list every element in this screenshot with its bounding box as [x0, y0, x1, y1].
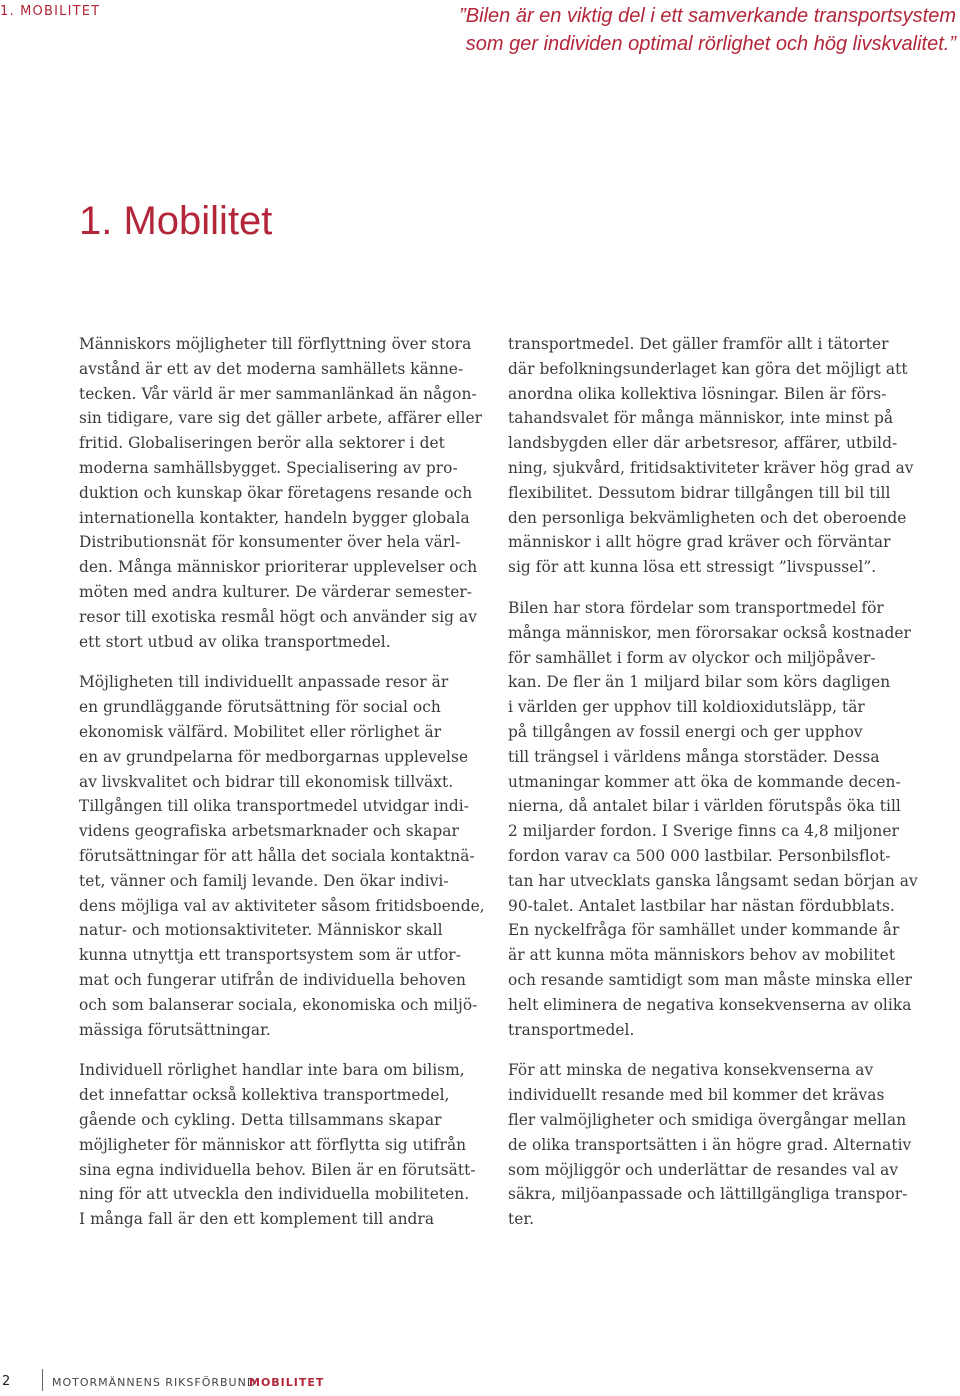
- text-line: sin tidigare, vare sig det gäller arbete, affärer eller: [79, 409, 483, 428]
- text-line: där befolkningsunderlaget kan göra det möjligt att: [508, 359, 908, 378]
- text-line: videns geografiska arbetsmarknader och skapar: [79, 822, 459, 841]
- text-line: som möjliggör och underlättar de resandes val av: [508, 1160, 899, 1179]
- pull-quote: [436, 2, 956, 58]
- text-line: i världen ger upphov till koldioxidutsläpp, tär: [508, 698, 865, 717]
- chapter-title: 1. Mobilitet: [79, 199, 273, 243]
- text-line: 2 miljarder fordon. I Sverige finns ca 4,8 miljoner: [508, 822, 899, 841]
- text-line: duktion och kunskap ökar företagens resande och: [79, 483, 473, 502]
- body-paragraph: [508, 332, 914, 580]
- text-line: mässiga förutsättningar.: [79, 1020, 271, 1039]
- text-line: säkra, miljöanpassade och lättillgängliga transpor-: [508, 1185, 908, 1204]
- text-line: en av grundpelarna för medborgarnas upplevelse: [79, 747, 469, 766]
- page-footer: [0, 1366, 960, 1396]
- text-line: tahandsvalet för många människor, inte minst på: [508, 409, 894, 428]
- body-paragraph: [79, 670, 485, 1042]
- text-line: Distributionsnät för konsumenter över hela värl-: [79, 533, 461, 552]
- text-line: möten med andra kulturer. De värderar semester-: [79, 582, 473, 601]
- text-line: en grundläggande förutsättning för social och: [79, 698, 441, 717]
- text-line: sina egna individuella behov. Bilen är en förutsätt-: [79, 1160, 476, 1179]
- page-number: 2: [2, 1374, 11, 1389]
- text-line: dens möjliga val av aktiviteter såsom fritidsboende,: [79, 896, 485, 915]
- footer-section: MOBILITET: [249, 1376, 325, 1389]
- text-line: Bilen har stora fördelar som transportmedel för: [508, 598, 884, 617]
- text-line: på tillgången av fossil energi och ger upphov: [508, 722, 863, 741]
- text-line: är att kunna möta människors behov av mobilitet: [508, 946, 896, 965]
- running-header-title: 1. MOBILITET: [0, 4, 101, 19]
- text-line: gående och cykling. Detta tillsammans skapar: [79, 1110, 442, 1129]
- text-line: individuellt resande med bil kommer det krävas: [508, 1086, 885, 1105]
- text-line: transportmedel. Det gäller framför allt i tätorter: [508, 335, 889, 353]
- text-line: till trängsel i världens många storstäder. Dessa: [508, 747, 880, 766]
- text-line: det innefattar också kollektiva transportmedel,: [79, 1086, 450, 1105]
- text-line: ning för att utveckla den individuella mobiliteten.: [79, 1185, 470, 1204]
- text-line: En nyckelfråga för samhället under kommande år: [508, 921, 900, 940]
- text-line: avstånd är ett av det moderna samhällets känne-: [79, 359, 464, 378]
- text-line: ekonomisk välfärd. Mobilitet eller rörlighet är: [79, 722, 442, 741]
- text-line: För att minska de negativa konsekvenserna av: [508, 1061, 874, 1080]
- body-paragraph: [508, 596, 918, 1042]
- text-line: ning, sjukvård, fritidsaktiviteter kräver hög grad av: [508, 458, 914, 477]
- text-line: kan. De fler än 1 miljard bilar som körs dagligen: [508, 673, 891, 692]
- text-line: de olika transportsätten i än högre grad. Alternativ: [508, 1135, 912, 1154]
- text-line: transportmedel.: [508, 1020, 635, 1039]
- text-line: ett stort utbud av olika transportmedel.: [79, 632, 391, 651]
- text-line: nierna, då antalet bilar i världen förutspås öka till: [508, 797, 901, 816]
- text-line: förutsättningar för att hålla det sociala kontaktnä-: [79, 846, 475, 865]
- text-line: fordon varav ca 500 000 lastbilar. Personbilsflot-: [508, 846, 891, 865]
- text-line: kunna utnyttja ett transportsystem som är utfor-: [79, 946, 461, 965]
- text-line: Möjligheten till individuellt anpassade resor är: [79, 673, 449, 692]
- text-line: många människor, men förorsakar också kostnader: [508, 623, 911, 642]
- text-line: resor till exotiska resmål högt och använder sig av: [79, 607, 477, 626]
- text-line: fler valmöjligheter och smidiga övergångar mellan: [508, 1110, 907, 1129]
- text-line: den personliga bekvämligheten och det oberoende: [508, 508, 907, 527]
- text-line: anordna olika kollektiva lösningar. Bilen är förs-: [508, 384, 887, 403]
- text-line: och som balanserar sociala, ekonomiska och miljö-: [79, 995, 478, 1014]
- text-line: moderna samhällsbygget. Specialisering av pro-: [79, 458, 458, 477]
- text-line: människor i allt högre grad kräver och förväntar: [508, 533, 891, 552]
- text-line: tet, vänner och familj levande. Den ökar indivi-: [79, 871, 449, 890]
- text-line: natur- och motionsaktiviteter. Människor skall: [79, 921, 443, 940]
- text-line: landsbygden eller där arbetsresor, affärer, utbild-: [508, 434, 898, 453]
- text-line: Tillgången till olika transportmedel utvidgar indi-: [79, 797, 469, 816]
- text-line: flexibilitet. Dessutom bidrar tillgången till bil till: [508, 483, 891, 502]
- text-line: av livskvalitet och bidrar till ekonomisk tillväxt.: [79, 772, 454, 791]
- text-line: I många fall är den ett komplement till andra: [79, 1210, 435, 1229]
- pull-quote-line: ”Bilen är en viktig del i ett samverkande transportsystem: [459, 5, 956, 27]
- text-line: Människors möjligheter till förflyttning över stora: [79, 335, 472, 353]
- text-line: mat och fungerar utifrån de individuella behoven: [79, 970, 466, 989]
- body-paragraph: [508, 1058, 912, 1232]
- text-line: helt eliminera de negativa konsekvenserna av olika: [508, 995, 912, 1014]
- text-line: tecken. Vår värld är mer sammanlänkad än någon-: [79, 384, 477, 403]
- text-line: sig för att kunna lösa ett stressigt ”livspussel”.: [508, 558, 877, 577]
- text-line: internationella kontakter, handeln bygger globala: [79, 508, 470, 527]
- footer-publisher: MOTORMÄNNENS RIKSFÖRBUND: [52, 1376, 257, 1389]
- text-line: Individuell rörlighet handlar inte bara om bilism,: [79, 1061, 465, 1080]
- text-line: och resande samtidigt som man måste minska eller: [508, 970, 913, 989]
- right-column: [508, 332, 918, 1248]
- text-line: fritid. Globaliseringen berör alla sektorer i det: [79, 434, 445, 453]
- text-line: möjligheter för människor att förflytta sig utifrån: [79, 1135, 467, 1154]
- pull-quote-line: som ger individen optimal rörlighet och hög livskvalitet.”: [465, 33, 956, 55]
- footer-divider: [42, 1369, 43, 1391]
- text-line: ter.: [508, 1210, 535, 1229]
- body-paragraph: [79, 1058, 479, 1232]
- text-line: den. Många människor prioriterar upplevelser och: [79, 558, 478, 577]
- text-line: 90-talet. Antalet lastbilar har nästan fördubblats.: [508, 896, 895, 915]
- left-column: [79, 332, 485, 1248]
- text-line: tan har utvecklats ganska långsamt sedan början av: [508, 871, 918, 890]
- text-line: för samhället i form av olyckor och miljöpåver-: [508, 648, 876, 667]
- body-paragraph: [79, 332, 483, 654]
- text-line: utmaningar kommer att öka de kommande decen-: [508, 772, 901, 791]
